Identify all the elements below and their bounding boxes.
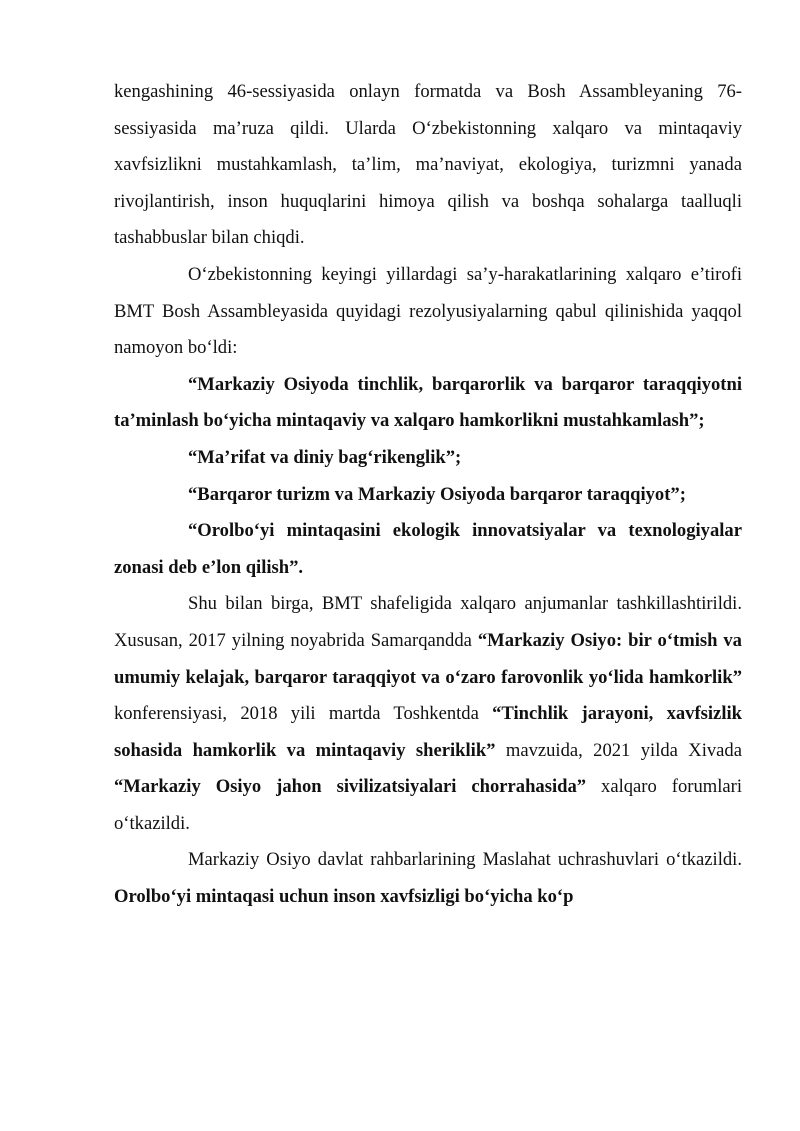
conferences-text-4: xalqaro forumlari o‘tkazildi. [114,776,742,834]
document-page [114,74,742,916]
paragraph-conferences [114,586,742,842]
resolution-aral-sea-zone: “Orolbo‘yi mintaqasini ekologik innovatsiyalar va texnologiyalar zonasi deb e’lon qilish”. [114,520,742,578]
resolution-sustainable-tourism: “Barqaror turizm va Markaziy Osiyoda barqaror taraqqiyot”; [188,483,686,505]
conference-samarkand-title: “Markaziy Osiyo: bir o‘tmish va umumiy kelajak, barqaror taraqqiyot va o‘zaro farovonlik yo‘lida hamkorlik” [114,629,742,688]
meetings-text-1: Markaziy Osiyo davlat rahbarlarining Maslahat uchrashuvlari o‘tkazildi. [188,849,742,871]
conference-tashkent-title: “Tinchlik jarayoni, xavfsizlik sohasida hamkorlik va mintaqaviy sheriklik” [114,703,742,761]
paragraph-consultative-meetings [114,842,742,915]
meetings-bold-text: Orolbo‘yi mintaqasi uchun inson xavfsizligi bo‘yicha ko‘p [114,886,574,908]
paragraph-sessions: kengashining 46-sessiyasida onlayn formatda va Bosh Assambleyaning 76-sessiyasida ma’ruza qildi. Ularda O‘zbekistonning xalqaro va mintaqaviy xavfsizlikni mustahkamlash, ta’lim, ma’naviyat, ekologiya, turizmni yanada rivojlantirish, inson huquqlarini himoya qilish va boshqa sohalarga taalluqli tashabbuslar bilan chiqdi. [114,81,742,249]
conferences-text-2: konferensiyasi, 2018 yili martda Toshkentda [114,703,493,725]
paragraph-recognition: O‘zbekistonning keyingi yillardagi sa’y-harakatlarining xalqaro e’tirofi BMT Bosh Assambleyasida quyidagi rezolyusiyalarning qabul qilinishida yaqqol namoyon bo‘ldi: [114,263,742,359]
resolution-central-asia-peace: “Markaziy Osiyoda tinchlik, barqarorlik va barqaror taraqqiyotni ta’minlash bo‘yicha mintaqaviy va xalqaro hamkorlikni mustahkamlash”; [114,373,742,432]
conferences-text-1: Shu bilan birga, BMT shafeligida xalqaro anjumanlar tashkillashtirildi. Xususan, 2017 yilning noyabrida Samarqandda [114,593,742,651]
conference-khiva-title: “Markaziy Osiyo jahon sivilizatsiyalari chorrahasida” [114,776,587,798]
resolution-enlightenment-tolerance: “Ma’rifat va diniy bag‘rikenglik”; [188,446,462,468]
conferences-text-3: mavzuida, 2021 yilda Xivada [495,739,742,761]
